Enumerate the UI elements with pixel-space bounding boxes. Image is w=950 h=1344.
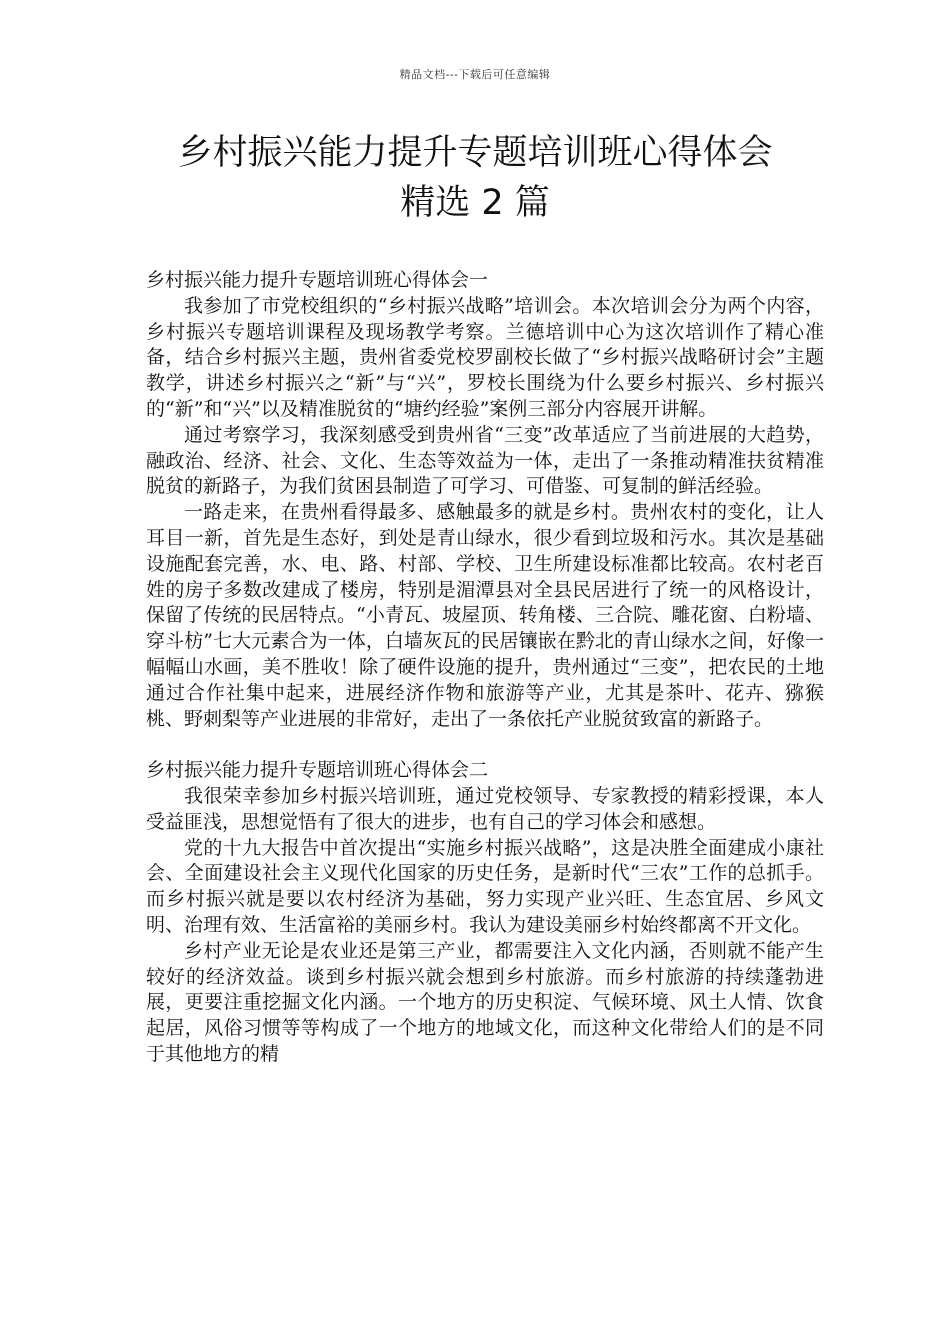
section-two bbox=[146, 758, 824, 1068]
title-line-2: 精选 2 篇 bbox=[400, 183, 550, 223]
paragraph: 我很荣幸参加乡村振兴培训班，通过党校领导、专家教授的精彩授课，本人受益匪浅，思想觉悟有了很大的进步，也有自己的学习体会和感想。 bbox=[146, 784, 824, 833]
section-heading: 乡村振兴能力提升专题培训班心得体会二 bbox=[146, 759, 489, 782]
section-one bbox=[146, 268, 824, 732]
document-body bbox=[146, 268, 824, 1068]
paragraph: 一路走来，在贵州看得最多、感触最多的就是乡村。贵州农村的变化，让人耳目一新，首先是生态好，到处是青山绿水，很少看到垃圾和污水。其次是基础设施配套完善，水、电、路、村部、学校、卫生所建设标准都比较高。农村老百姓的房子多数改建成了楼房，特别是湄潭县对全县民居进行了统一的风格设计，保留了传统的民居特点。“小青瓦、坡屋顶、转角楼、三合院、雕花窗、白粉墙、穿斗枋”七大元素合为一体，白墙灰瓦的民居镶嵌在黔北的青山绿水之间，好像一幅幅山水画，美不胜收！除了硬件设施的提升，贵州通过“三变”，把农民的土地通过合作社集中起来，进展经济作物和旅游等产业，尤其是茶叶、花卉、猕猴桃、野刺梨等产业进展的非常好，走出了一条依托产业脱贫致富的新路子。 bbox=[146, 501, 824, 730]
paragraph: 通过考察学习，我深刻感受到贵州省“三变”改革适应了当前进展的大趋势，融政治、经济、社会、文化、生态等效益为一体，走出了一条推动精准扶贫精准脱贫的新路子，为我们贫困县制造了可学习、可借鉴、可复制的鲜活经验。 bbox=[146, 423, 824, 498]
document-title bbox=[120, 128, 830, 228]
header-note: 精品文档---下载后可任意编辑 bbox=[399, 68, 551, 81]
section-heading: 乡村振兴能力提升专题培训班心得体会一 bbox=[146, 269, 489, 291]
paragraph: 乡村产业无论是农业还是第三产业，都需要注入文化内涵，否则就不能产生较好的经济效益。谈到乡村振兴就会想到乡村旅游。而乡村旅游的持续蓬勃进展，更要注重挖掘文化内涵。一个地方的历史积淀、气候环境、风土人情、饮食起居，风俗习惯等等构成了一个地方的地域文化，而这种文化带给人们的是不同于其他地方的精 bbox=[146, 939, 824, 1065]
paragraph: 我参加了市党校组织的“乡村振兴战略”培训会。本次培训会分为两个内容，乡村振兴专题培训课程及现场教学考察。兰德培训中心为这次培训作了精心准备，结合乡村振兴主题，贵州省委党校罗副校长做了“乡村振兴战略研讨会”主题教学，讲述乡村振兴之“新”与“兴”，罗校长围绕为什么要乡村振兴、乡村振兴的“新”和“兴”以及精准脱贫的“塘约经验”案例三部分内容展开讲解。 bbox=[146, 294, 824, 420]
title-line-1: 乡村振兴能力提升专题培训班心得体会 bbox=[177, 133, 773, 173]
paragraph: 党的十九大报告中首次提出“实施乡村振兴战略”，这是决胜全面建成小康社会、全面建设社会主义现代化国家的历史任务，是新时代“三农”工作的总抓手。而乡村振兴就是要以农村经济为基础，努力实现产业兴旺、生态宜居、乡风文明、治理有效、生活富裕的美丽乡村。我认为建设美丽乡村始终都离不开文化。 bbox=[146, 836, 824, 936]
section-spacer bbox=[146, 732, 824, 758]
